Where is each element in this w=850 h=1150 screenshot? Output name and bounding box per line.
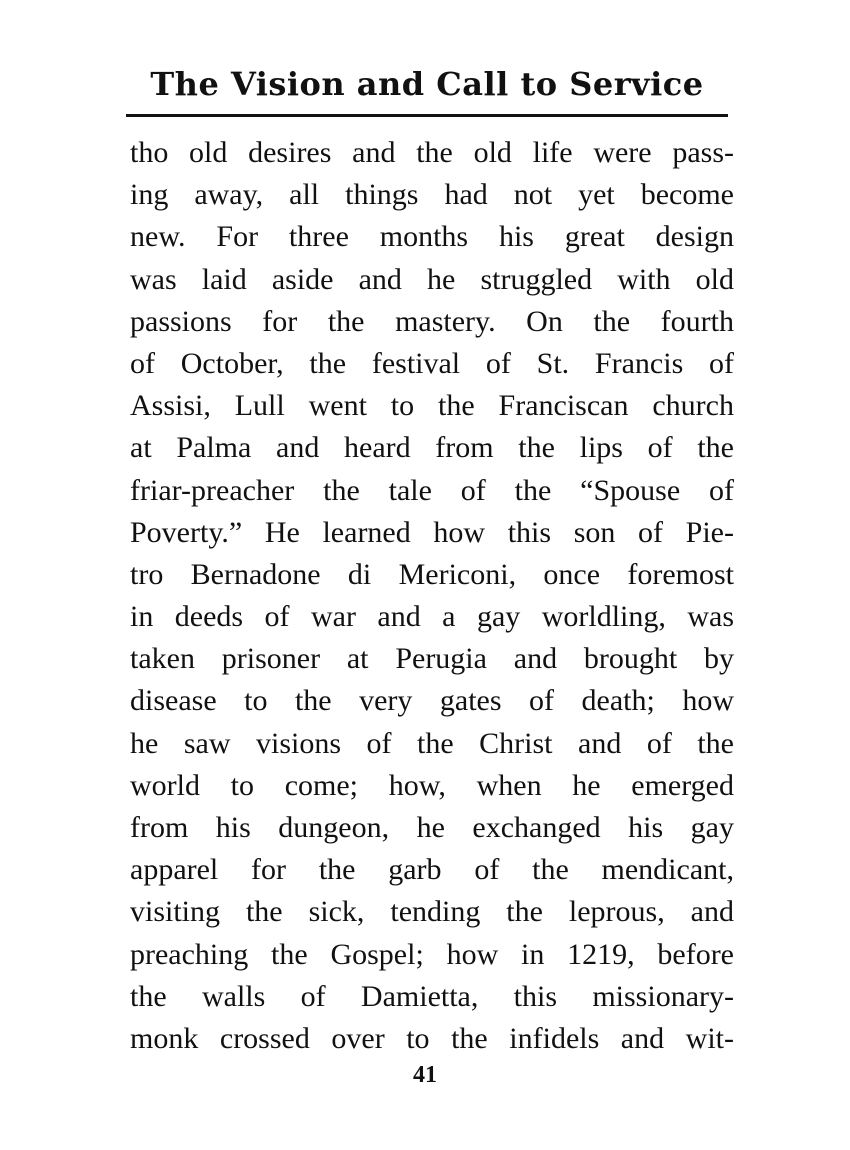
- text-line: Poverty.” He learned how this son of Pie-: [130, 515, 734, 549]
- text-line: passions for the mastery. On the fourth: [130, 304, 734, 338]
- text-line: taken prisoner at Perugia and brought by: [130, 642, 734, 676]
- page-number: 41: [413, 1062, 437, 1088]
- text-line: tho old desires and the old life were pass-: [130, 136, 734, 169]
- text-line: at Palma and heard from the lips of the: [130, 431, 734, 465]
- text-line: Assisi, Lull went to the Franciscan church: [130, 389, 734, 423]
- text-line: from his dungeon, he exchanged his gay: [130, 811, 734, 844]
- text-line: visiting the sick, tending the leprous, and: [130, 895, 734, 929]
- header-rule: [126, 114, 728, 117]
- text-line: world to come; how, when he emerged: [130, 768, 734, 802]
- text-line: tro Bernadone di Mericoni, once foremost: [130, 557, 734, 591]
- text-line: was laid aside and he struggled with old: [130, 262, 734, 296]
- text-line: apparel for the garb of the mendicant,: [130, 853, 734, 887]
- text-line: monk crossed over to the infidels and wit-: [130, 1021, 734, 1055]
- running-head: The Vision and Call to Service: [150, 65, 704, 103]
- text-line: he saw visions of the Christ and of the: [130, 726, 734, 760]
- text-line: of October, the festival of St. Francis of: [130, 346, 734, 380]
- body-text: [130, 132, 734, 1060]
- text-line: friar-preacher the tale of the “Spouse of: [130, 473, 734, 507]
- text-line: the walls of Damietta, this missionary-: [130, 979, 734, 1013]
- text-line: preaching the Gospel; how in 1219, before: [130, 937, 734, 971]
- text-line: disease to the very gates of death; how: [130, 684, 734, 718]
- text-line: in deeds of war and a gay worldling, was: [130, 600, 734, 634]
- text-line: new. For three months his great design: [130, 220, 734, 254]
- text-line: ing away, all things had not yet become: [130, 178, 734, 212]
